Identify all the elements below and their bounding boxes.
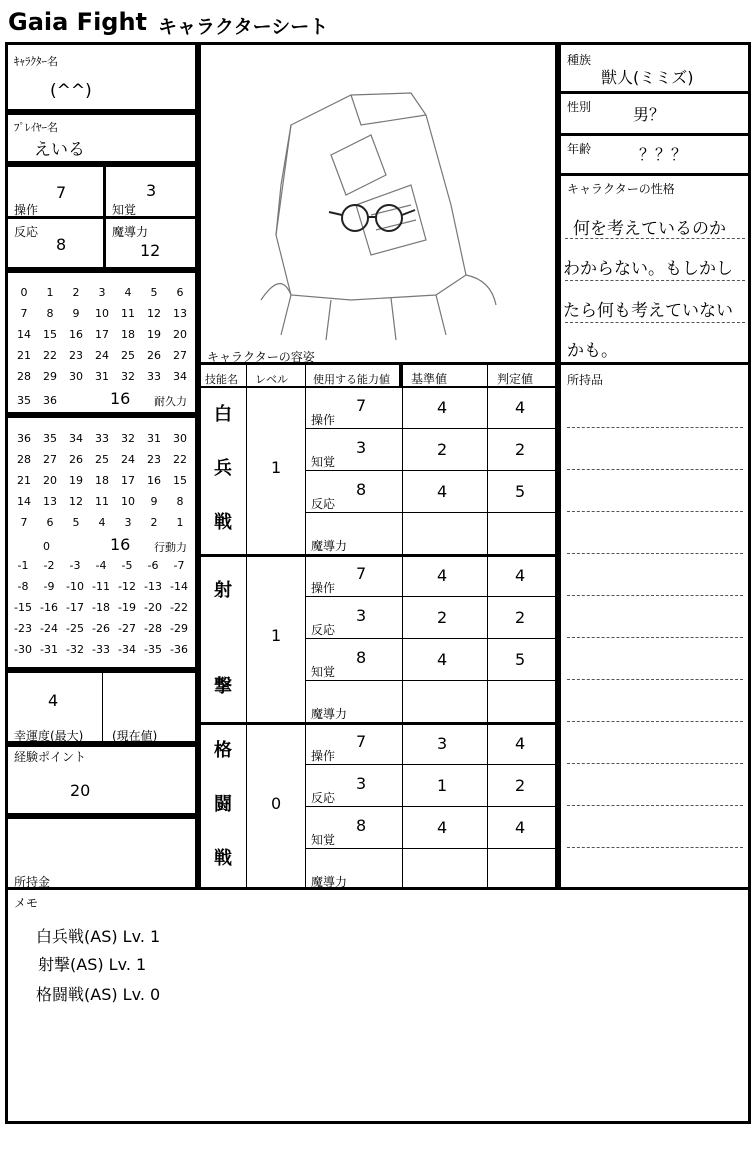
action-cell: 8 (176, 495, 184, 508)
skill-base-value: 2 (437, 608, 448, 627)
action-cell: 26 (69, 453, 83, 466)
personality-box (558, 173, 751, 365)
durability-cell: 24 (95, 349, 109, 362)
skill-level: 0 (271, 794, 282, 813)
skill-row-divider (305, 638, 555, 639)
stat-madou-value: 12 (140, 241, 161, 260)
action-neg-cell: -9 (43, 580, 55, 593)
player-name-value: えいる (34, 140, 85, 160)
skill-ability-value: 8 (356, 816, 367, 835)
items-line (567, 469, 743, 470)
action-cell: 22 (173, 453, 187, 466)
action-cell: 2 (150, 516, 158, 529)
action-neg-cell: -11 (92, 580, 110, 593)
action-neg-cell: -17 (66, 601, 84, 614)
skill-row-divider (305, 680, 555, 681)
skills-header-base: 基準値 (411, 372, 448, 386)
skills-table (198, 362, 558, 890)
skill-group-divider (201, 554, 555, 557)
skill-ability-label: 魔導力 (311, 875, 348, 889)
action-cell: 21 (17, 474, 31, 487)
durability-cell: 22 (43, 349, 57, 362)
action-cell: 27 (43, 453, 57, 466)
skill-ability-value: 3 (356, 774, 367, 793)
sheet-title: Gaia Fight (8, 8, 148, 36)
durability-cell: 29 (43, 370, 57, 383)
gender-value: 男？ (633, 105, 666, 124)
skill-row-divider (305, 470, 555, 471)
skill-judge-value: 5 (515, 482, 526, 501)
durability-cell: 18 (121, 328, 135, 341)
items-line (567, 679, 743, 680)
exp-box (5, 744, 198, 816)
durability-cell: 32 (121, 370, 135, 383)
action-neg-cell: -29 (170, 622, 188, 635)
skill-name-char: 戦 (214, 512, 232, 533)
action-neg-cell: -1 (17, 559, 29, 572)
durability-cell: 16 (69, 328, 83, 341)
durability-cell: 4 (124, 286, 132, 299)
stat-madou-label: 魔導力 (112, 225, 149, 239)
items-line (567, 721, 743, 722)
skill-ability-label: 魔導力 (311, 539, 348, 553)
skill-name-char: 戦 (214, 848, 232, 869)
action-cell: 24 (121, 453, 135, 466)
action-neg-cell: -31 (40, 643, 58, 656)
skill-ability-label: 操作 (311, 413, 336, 427)
skill-ability-value: 3 (356, 438, 367, 457)
skill-ability-label: 反応 (311, 791, 336, 805)
action-cell: 36 (17, 432, 31, 445)
money-box (5, 816, 198, 890)
skill-name-char: 撃 (214, 676, 232, 697)
memo-box (5, 887, 751, 1124)
memo-line: 格闘戦(AS) Lv. 0 (36, 985, 161, 1004)
skill-base-value: 4 (437, 398, 448, 417)
skill-ability-label: 知覚 (311, 455, 336, 469)
race-box (558, 42, 751, 94)
action-cell: 12 (69, 495, 83, 508)
action-cell: 3 (124, 516, 132, 529)
durability-cell: 27 (173, 349, 187, 362)
skill-judge-value: 2 (515, 776, 526, 795)
action-cell: 20 (43, 474, 57, 487)
skill-ability-value: 8 (356, 648, 367, 667)
action-neg-cell: -4 (95, 559, 107, 572)
durability-cell: 35 (17, 394, 31, 407)
action-neg-cell: -15 (14, 601, 32, 614)
skill-judge-value: 2 (515, 608, 526, 627)
action-neg-cell: -2 (43, 559, 55, 572)
race-label: 種族 (567, 53, 592, 67)
skill-judge-value: 4 (515, 398, 526, 417)
durability-cell: 6 (176, 286, 184, 299)
action-cell: 18 (95, 474, 109, 487)
skill-level: 1 (271, 458, 282, 477)
skill-judge-value: 4 (515, 818, 526, 837)
action-cell: 17 (121, 474, 135, 487)
stat-hannou-value: 8 (56, 235, 67, 254)
action-neg-cell: -18 (92, 601, 110, 614)
skill-base-value: 1 (437, 776, 448, 795)
action-cell: 5 (72, 516, 80, 529)
durability-cell: 9 (72, 307, 80, 320)
stat-hannou-label: 反応 (14, 225, 39, 239)
durability-cell: 10 (95, 307, 109, 320)
action-neg-cell: -34 (118, 643, 136, 656)
durability-value: 16 (110, 389, 131, 408)
items-line (567, 637, 743, 638)
action-zero: 0 (43, 540, 50, 553)
skill-ability-label: 操作 (311, 749, 336, 763)
race-value: 獣人(ミミズ) (601, 68, 694, 87)
action-cell: 6 (46, 516, 54, 529)
action-neg-cell: -27 (118, 622, 136, 635)
skills-header-level: レベル (255, 373, 288, 386)
durability-cell: 12 (147, 307, 161, 320)
action-cell: 34 (69, 432, 83, 445)
skills-header-name: 技能名 (205, 373, 238, 386)
action-neg-cell: -20 (144, 601, 162, 614)
skills-header-judge: 判定値 (497, 372, 534, 386)
action-neg-cell: -12 (118, 580, 136, 593)
personality-line: たら何も考えていない (563, 301, 733, 321)
durability-cell: 33 (147, 370, 161, 383)
personality-line: わからない。もしかし (563, 259, 733, 279)
money-label: 所持金 (14, 875, 51, 889)
skill-row-divider (305, 596, 555, 597)
durability-cell: 30 (69, 370, 83, 383)
durability-box (5, 270, 198, 415)
action-neg-cell: -14 (170, 580, 188, 593)
action-neg-cell: -19 (118, 601, 136, 614)
durability-cell: 8 (46, 307, 54, 320)
skill-row-divider (305, 764, 555, 765)
stat-chikaku-label: 知覚 (112, 203, 137, 217)
skill-base-value: 2 (437, 440, 448, 459)
action-cell: 19 (69, 474, 83, 487)
durability-cell: 2 (72, 286, 80, 299)
durability-cell: 7 (20, 307, 28, 320)
action-neg-cell: -25 (66, 622, 84, 635)
skill-ability-label: 反応 (311, 497, 336, 511)
luck-current-label: (現在値) (112, 729, 158, 743)
action-cell: 7 (20, 516, 28, 529)
luck-box (5, 670, 198, 744)
durability-cell: 23 (69, 349, 83, 362)
durability-cell: 3 (98, 286, 106, 299)
action-neg-cell: -10 (66, 580, 84, 593)
action-cell: 28 (17, 453, 31, 466)
player-name-label: ﾌﾟﾚｲﾔｰ名 (14, 121, 58, 134)
memo-line: 射撃(AS) Lv. 1 (38, 955, 147, 974)
skill-ability-value: 8 (356, 480, 367, 499)
skill-row-divider (305, 428, 555, 429)
action-cell: 16 (147, 474, 161, 487)
items-line (567, 553, 743, 554)
age-box (558, 133, 751, 176)
stat-sousa-value: 7 (56, 183, 67, 202)
durability-cell: 15 (43, 328, 57, 341)
action-cell: 14 (17, 495, 31, 508)
skill-base-value: 4 (437, 650, 448, 669)
skill-row-divider (305, 848, 555, 849)
skill-judge-value: 4 (515, 734, 526, 753)
durability-cell: 5 (150, 286, 158, 299)
action-value: 16 (110, 535, 131, 554)
skill-ability-value: 7 (356, 564, 367, 583)
character-portrait (221, 65, 541, 345)
action-label: 行動力 (154, 541, 187, 554)
character-name-value: (^^) (50, 81, 92, 101)
stats-box (5, 164, 198, 270)
skill-ability-value: 7 (356, 396, 367, 415)
durability-cell: 28 (17, 370, 31, 383)
exp-label: 経験ポイント (14, 750, 87, 764)
items-line (567, 763, 743, 764)
skill-judge-value: 4 (515, 566, 526, 585)
durability-cell: 26 (147, 349, 161, 362)
stat-chikaku-value: 3 (146, 181, 157, 200)
memo-label: メモ (14, 896, 39, 910)
personality-line: かも。 (567, 341, 618, 361)
action-cell: 10 (121, 495, 135, 508)
age-value: ？？？ (639, 145, 688, 164)
stat-sousa-label: 操作 (14, 203, 39, 217)
skill-row-divider (305, 512, 555, 513)
action-neg-cell: -6 (147, 559, 159, 572)
skill-group-divider (201, 722, 555, 725)
skill-judge-value: 5 (515, 650, 526, 669)
character-name-box (5, 42, 198, 112)
durability-cell: 13 (173, 307, 187, 320)
durability-cell: 19 (147, 328, 161, 341)
skill-name-char: 兵 (214, 458, 232, 479)
action-cell: 33 (95, 432, 109, 445)
skill-ability-label: 知覚 (311, 665, 336, 679)
action-cell: 9 (150, 495, 158, 508)
items-line (567, 805, 743, 806)
items-box (558, 362, 751, 890)
action-cell: 23 (147, 453, 161, 466)
action-neg-cell: -7 (173, 559, 185, 572)
gender-label: 性別 (567, 100, 592, 114)
durability-label: 耐久力 (154, 395, 187, 408)
durability-cell: 14 (17, 328, 31, 341)
skills-header-ability: 使用する能力値 (313, 373, 390, 386)
player-name-box (5, 112, 198, 164)
skill-name-char: 射 (214, 580, 232, 601)
skill-name-char: 闘 (214, 794, 232, 815)
personality-label: キャラクターの性格 (567, 182, 675, 196)
action-cell: 11 (95, 495, 109, 508)
personality-line: 何を考えているのか (573, 219, 726, 239)
action-neg-cell: -30 (14, 643, 32, 656)
action-neg-cell: -32 (66, 643, 84, 656)
action-neg-cell: -33 (92, 643, 110, 656)
skill-ability-value: 3 (356, 606, 367, 625)
luck-max-label: 幸運度(最大) (14, 729, 84, 743)
skill-base-value: 4 (437, 566, 448, 585)
skill-name-char: 白 (214, 404, 232, 425)
action-neg-cell: -5 (121, 559, 133, 572)
skill-base-value: 4 (437, 482, 448, 501)
action-cell: 1 (176, 516, 184, 529)
skill-row-divider (305, 806, 555, 807)
action-neg-cell: -36 (170, 643, 188, 656)
skill-ability-label: 反応 (311, 623, 336, 637)
exp-value: 20 (70, 781, 91, 800)
skill-level: 1 (271, 626, 282, 645)
action-neg-cell: -24 (40, 622, 58, 635)
skill-base-value: 4 (437, 818, 448, 837)
skill-ability-label: 操作 (311, 581, 336, 595)
action-neg-cell: -16 (40, 601, 58, 614)
action-neg-cell: -35 (144, 643, 162, 656)
action-cell: 31 (147, 432, 161, 445)
memo-line: 白兵戦(AS) Lv. 1 (36, 927, 161, 946)
items-line (567, 847, 743, 848)
items-line (567, 595, 743, 596)
items-line (567, 511, 743, 512)
portrait-label: キャラクターの容姿 (207, 350, 315, 364)
skill-ability-label: 知覚 (311, 833, 336, 847)
character-name-label: ｷｬﾗｸﾀｰ名 (14, 55, 58, 68)
skill-base-value: 3 (437, 734, 448, 753)
gender-box (558, 91, 751, 136)
skill-name-char: 格 (214, 740, 232, 761)
action-cell: 35 (43, 432, 57, 445)
age-label: 年齢 (567, 142, 592, 156)
action-cell: 32 (121, 432, 135, 445)
durability-cell: 25 (121, 349, 135, 362)
skill-ability-label: 魔導力 (311, 707, 348, 721)
luck-max-value: 4 (48, 691, 59, 710)
durability-cell: 21 (17, 349, 31, 362)
durability-cell: 31 (95, 370, 109, 383)
sheet-subtitle: キャラクターシート (158, 16, 329, 38)
action-cell: 4 (98, 516, 106, 529)
items-line (567, 427, 743, 428)
action-neg-cell: -8 (17, 580, 29, 593)
durability-cell: 17 (95, 328, 109, 341)
action-cell: 13 (43, 495, 57, 508)
action-cell: 15 (173, 474, 187, 487)
action-cell: 25 (95, 453, 109, 466)
durability-cell: 1 (46, 286, 54, 299)
action-neg-cell: -23 (14, 622, 32, 635)
action-neg-cell: -28 (144, 622, 162, 635)
durability-cell: 36 (43, 394, 57, 407)
portrait-box (198, 42, 558, 365)
action-neg-cell: -3 (69, 559, 81, 572)
durability-cell: 11 (121, 307, 135, 320)
action-cell: 30 (173, 432, 187, 445)
skill-ability-value: 7 (356, 732, 367, 751)
skill-judge-value: 2 (515, 440, 526, 459)
action-neg-cell: -26 (92, 622, 110, 635)
durability-cell: 34 (173, 370, 187, 383)
items-label: 所持品 (567, 373, 604, 387)
durability-cell: 0 (20, 286, 28, 299)
action-neg-cell: -13 (144, 580, 162, 593)
durability-cell: 20 (173, 328, 187, 341)
action-neg-cell: -22 (170, 601, 188, 614)
action-box (5, 415, 198, 670)
